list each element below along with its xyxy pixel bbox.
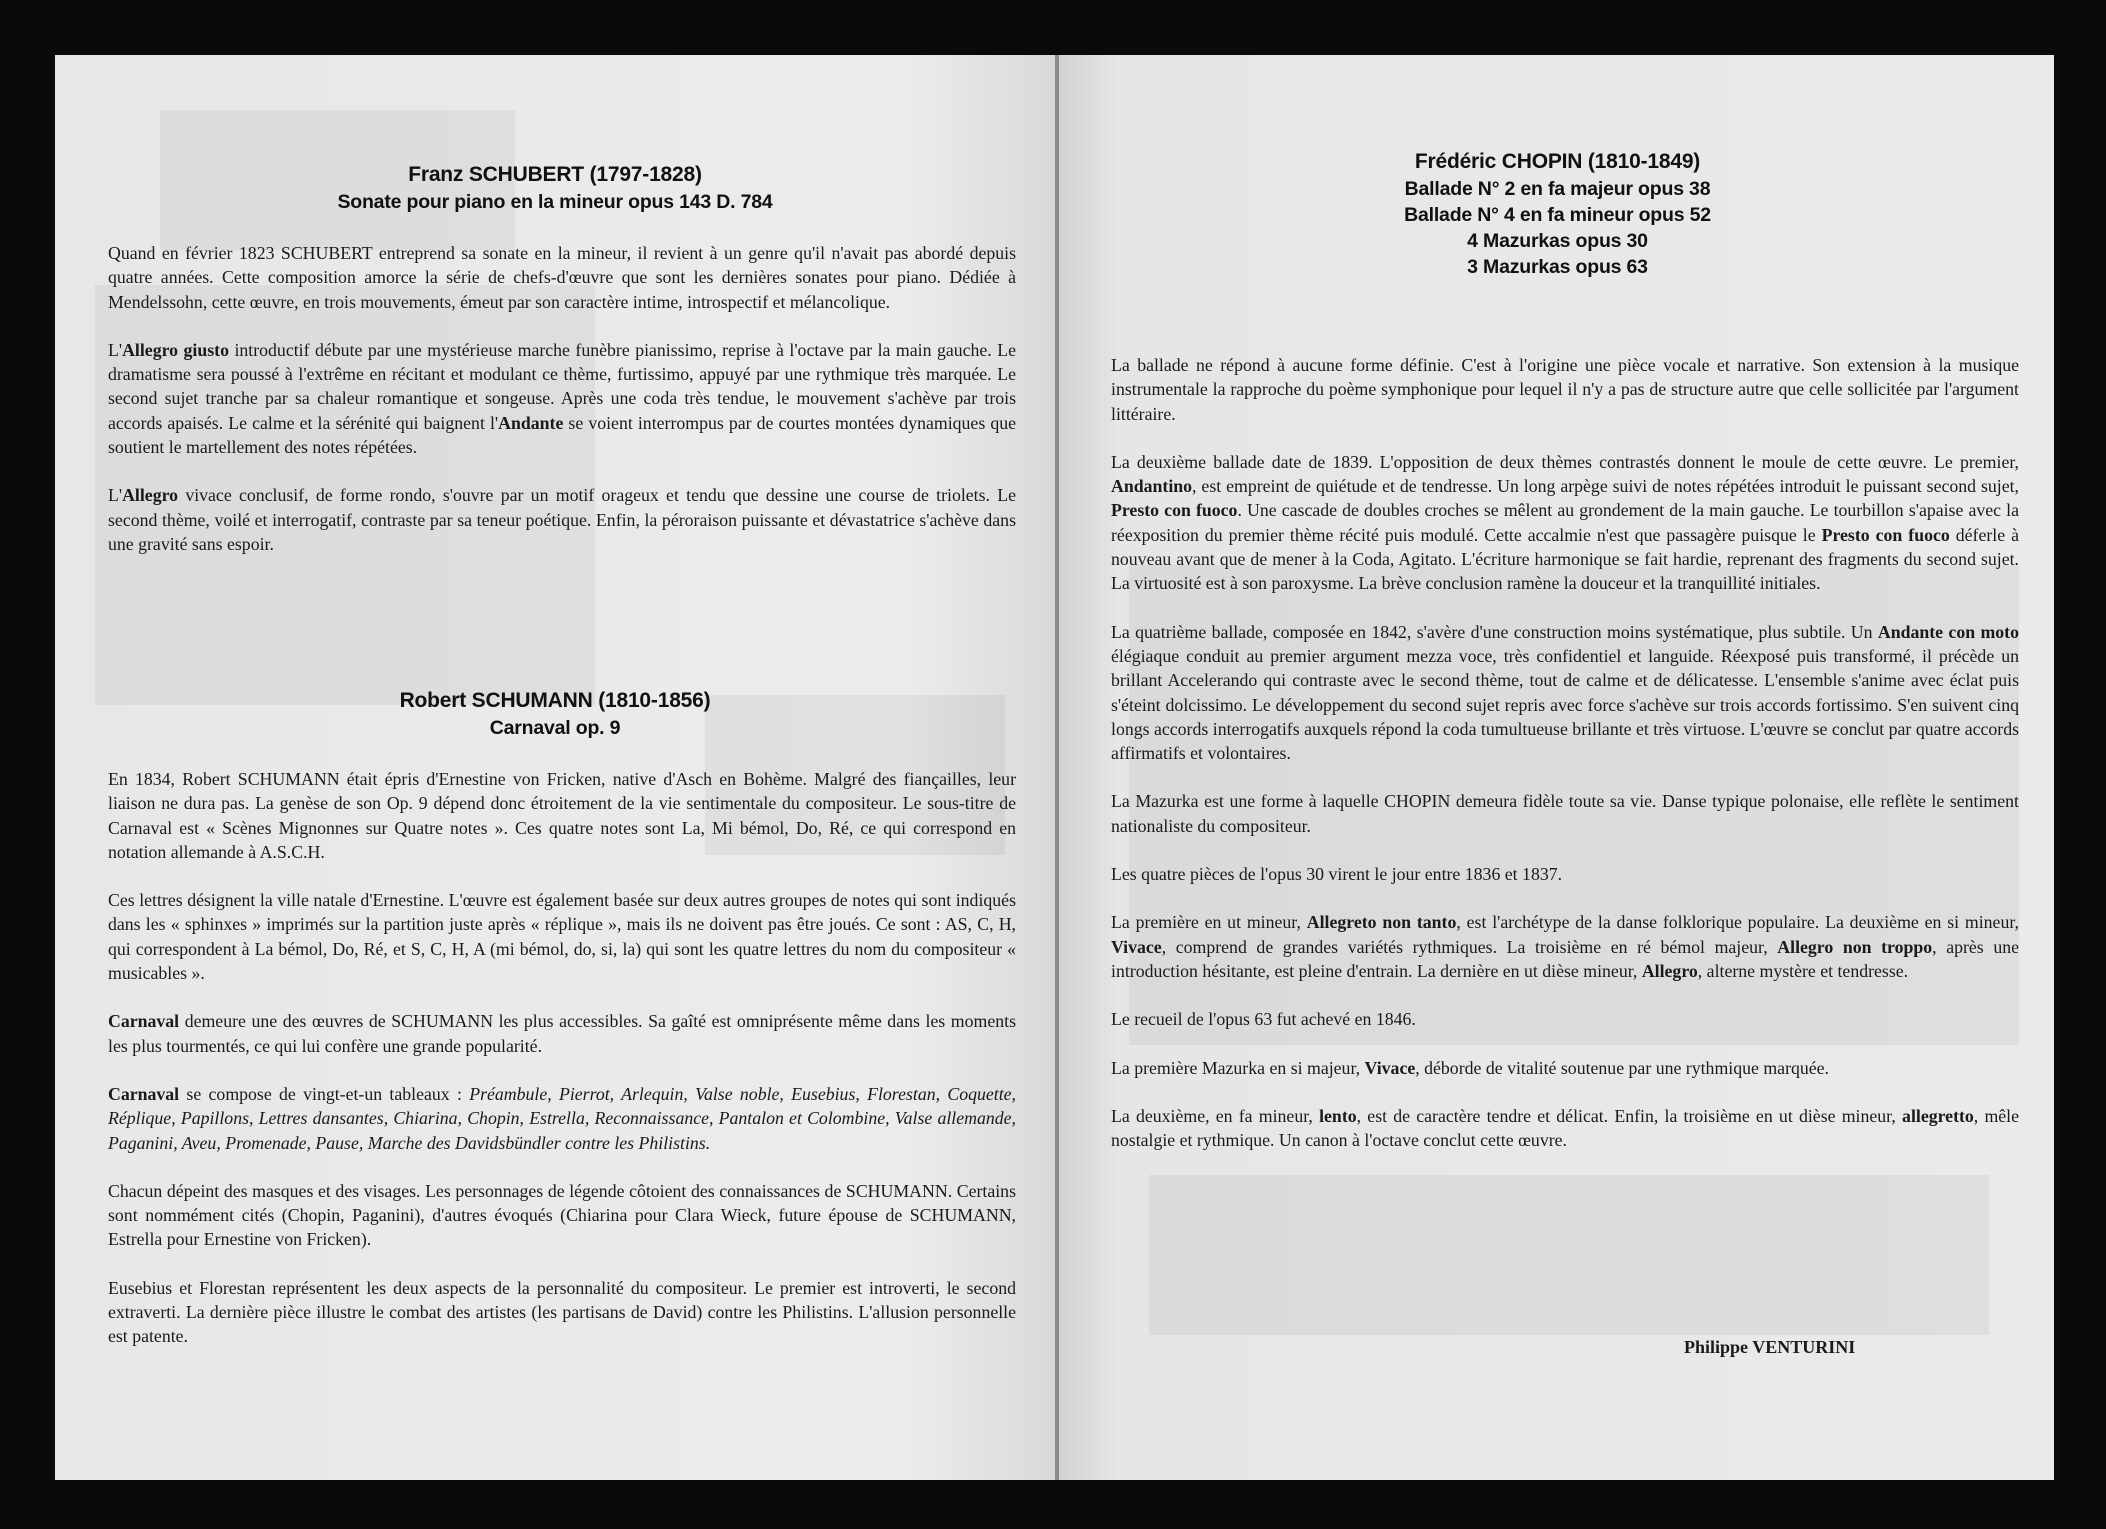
left-page xyxy=(55,55,1055,1480)
chopin-paragraph-2: La deuxième ballade date de 1839. L'opposition de deux thèmes contrastés donnent le moule de cette œuvre. Le premier, Andantino, est empreint de quiétude et de tendresse. Un long arpège suivi de notes répétées introduit le puissant second sujet, Presto con fuoco. Une cascade de doubles croches se mêlent au grondement de la main gauche. Le tourbillon s'apaise avec la réexposition du premier thème récité puis modulé. Cette accalmie n'est que passagère puisque le Presto con fuoco déferle à nouveau avant que de mener à la Coda, Agitato. L'écriture harmonique se fait hardie, reprenant des fragments du second sujet. La virtuosité est à son paroxysme. La brève conclusion ramène la douceur et la tranquillité initiales. xyxy=(1111,451,2019,594)
tableaux-list: Préambule, Pierrot, Arlequin, Valse noble, Eusebius, Florestan, Coquette, Réplique, Papillons, Lettres dansantes, Chiarina, Chopin, Estrella, Reconnaissance, Pantalon et Colombine, Valse allemande, Paganini, Aveu, Promenade, Pause, Marche des Davidsbündler contre les Philistins. xyxy=(108,1083,1016,1153)
schumann-paragraph-2: Ces lettres désignent la ville natale d'Ernestine. L'œuvre est également basée sur deux autres groupes de notes qui sont indiqués dans les « sphinxes » imprimés sur la partition juste après « réplique », mais ils ne doivent pas être joués. Ce sont : AS, C, H, qui correspondent à La bémol, Do, Ré, et S, C, H, A (mi bémol, do, si, la) qui sont les quatre lettres du nom du compositeur « musicables ». xyxy=(108,890,1016,984)
chopin-paragraph-7: Le recueil de l'opus 63 fut achevé en 1846. xyxy=(1111,1009,1416,1030)
chopin-text xyxy=(1111,353,2019,1176)
chopin-heading xyxy=(1060,148,2054,280)
chopin-paragraph-3: La quatrième ballade, composée en 1842, s'avère d'une construction moins systématique, plus subtile. Un Andante con moto élégiaque conduit au premier argument mezza voce, très confidentiel et languide. Réexposé puis transformé, il précède un brillant Accelerando qui contraste avec le second thème, tout de calme et de délicatesse. L'ensemble s'anime avec éclat puis s'éteint dolcissimo. Le développement du second sujet repris avec force s'achève sur trois accords fortissimo. S'en suivent cinq longs accords interrogatifs auxquels répond la coda tumultueuse brillante et très virtuose. L'œuvre se conclut par quatre accords affirmatifs et volontaires. xyxy=(1111,621,2019,764)
schumann-paragraph-6: Eusebius et Florestan représentent les deux aspects de la personnalité du compositeur. Le premier est introverti, le second extraverti. La dernière pièce illustre le combat des artistes (les partisans de David) contre les Philistins. L'allusion personnelle est patente. xyxy=(108,1277,1016,1347)
tempo-andante: Andante xyxy=(498,412,564,433)
tempo-allegro: Allegro xyxy=(122,485,179,506)
chopin-paragraph-1: La ballade ne répond à aucune forme définie. C'est à l'origine une pièce vocale et narrative. Son extension à la musique instrumentale la rapproche du poème symphonique pour lequel il n'y a pas de structure autre que celle sollicitée par l'argument littéraire. xyxy=(1111,355,2019,424)
tempo-allegro-giusto: Allegro giusto xyxy=(122,339,229,360)
schubert-paragraph-1: Quand en février 1823 SCHUBERT entreprend sa sonate en la mineur, il revient à un genre qu'il n'avait pas abordé depuis quatre années. Cette composition amorce la série de chefs-d'œuvre que sont les dernières sonates pour piano. Dédiée à Mendelssohn, cette œuvre, en trois mouvements, émeut par son caractère intime, introspectif et mélancolique. xyxy=(108,243,1016,312)
chopin-paragraph-6: La première en ut mineur, Allegreto non tanto, est l'archétype de la danse folklorique populaire. La deuxième en si mineur, Vivace, comprend de grandes variétés rythmiques. La troisième en ré bémol majeur, Allegro non troppo, après une introduction hésitante, est pleine d'entrain. La dernière en ut dièse mineur, Allegro, alterne mystère et tendresse. xyxy=(1111,912,2019,981)
schumann-paragraph-5: Chacun dépeint des masques et des visages. Les personnages de légende côtoient des connaissances de SCHUMANN. Certains sont nommément cités (Chopin, Paganini), d'autres évoqués (Chiarina pour Clara Wieck, future épouse de SCHUMANN, Estrella pour Ernestine von Fricken). xyxy=(108,1180,1016,1250)
chopin-work-1: Ballade N° 2 en fa majeur opus 38 xyxy=(1404,178,1711,200)
schubert-paragraph-2: L'Allegro giusto introductif débute par une mystérieuse marche funèbre pianissimo, reprise à l'octave par la main gauche. Le dramatisme sera poussé à l'extrême en récitant et modulant ce thème, furtissimo, appuyé par une rythmique très marquée. Le second sujet tranche par sa chaleur romantique et songeuse. Après une coda très tendue, le mouvement s'achève par trois accords apaisés. Le calme et la sérénité qui baignent l'Andante se voient interrompus par de courtes montées dynamiques que soutient le martellement des notes répétées. xyxy=(108,339,1016,458)
schubert-heading xyxy=(55,161,1055,215)
chopin-work-3: 4 Mazurkas opus 30 xyxy=(1467,230,1648,252)
schubert-work: Sonate pour piano en la mineur opus 143 D. 784 xyxy=(337,191,773,213)
author-signature: Philippe VENTURINI xyxy=(1684,1337,1856,1357)
schumann-composer: Robert SCHUMANN (1810-1856) xyxy=(399,689,711,712)
chopin-work-2: Ballade N° 4 en fa mineur opus 52 xyxy=(1404,204,1711,226)
schubert-text xyxy=(108,241,1016,580)
schumann-work: Carnaval op. 9 xyxy=(489,717,621,739)
chopin-paragraph-4: La Mazurka est une forme à laquelle CHOPIN demeura fidèle toute sa vie. Danse typique polonaise, elle reflète le sentiment nationaliste du compositeur. xyxy=(1111,791,2019,836)
schubert-paragraph-3: L'Allegro vivace conclusif, de forme rondo, s'ouvre par un motif orageux et tendu que dessine une course de triolets. Le second thème, voilé et interrogatif, contraste par sa teneur poétique. Enfin, la péroraison puissante et dévastatrice s'achève dans une gravité sans espoir. xyxy=(108,485,1016,554)
chopin-paragraph-5: Les quatre pièces de l'opus 30 virent le jour entre 1836 et 1837. xyxy=(1111,864,1563,885)
schumann-paragraph-3: Carnaval demeure une des œuvres de SCHUMANN les plus accessibles. Sa gaîté est omniprésente même dans les moments les plus tourmentés, ce qui lui confère une grande popularité. xyxy=(108,1011,1016,1056)
right-page xyxy=(1059,55,2054,1480)
show-through-logo-block xyxy=(1149,1175,1989,1335)
schumann-heading xyxy=(55,687,1055,741)
schubert-composer: Franz SCHUBERT (1797-1828) xyxy=(408,163,702,186)
chopin-paragraph-9: La deuxième, en fa mineur, lento, est de caractère tendre et délicat. Enfin, la troisième en ut dièse mineur, allegretto, mêle nostalgie et rythmique. Un canon à l'octave conclut cette œuvre. xyxy=(1111,1105,2020,1151)
schumann-paragraph-4: Carnaval se compose de vingt-et-un tableaux : Préambule, Pierrot, Arlequin, Valse noble, Eusebius, Florestan, Coquette, Réplique, Papillons, Lettres dansantes, Chiarina, Chopin, Estrella, Reconnaissance, Pantalon et Colombine, Valse allemande, Paganini, Aveu, Promenade, Pause, Marche des Davidsbündler contre les Philistins. xyxy=(108,1083,1016,1153)
chopin-paragraph-8: La première Mazurka en si majeur, Vivace, déborde de vitalité soutenue par une rythmique marquée. xyxy=(1111,1057,1829,1078)
schumann-paragraph-1: En 1834, Robert SCHUMANN était épris d'Ernestine von Fricken, native d'Asch en Bohème. Malgré des fiançailles, leur liaison ne dura pas. La genèse de son Op. 9 dépend donc étroitement de la vie sentimentale du compositeur. Le sous-titre de Carnaval est « Scènes Mignonnes sur Quatre notes ». Ces quatre notes sont La, Mi bémol, Do, Ré, ce qui correspond en notation allemande à A.S.C.H. xyxy=(108,769,1016,862)
schumann-text xyxy=(108,767,1016,1373)
chopin-work-4: 3 Mazurkas opus 63 xyxy=(1467,256,1648,278)
chopin-composer: Frédéric CHOPIN (1810-1849) xyxy=(1414,150,1701,173)
